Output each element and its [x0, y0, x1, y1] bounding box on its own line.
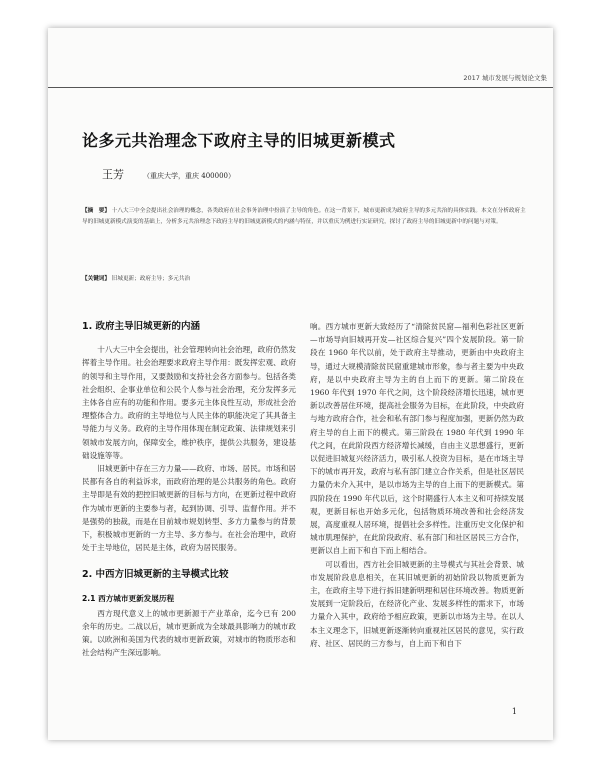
paragraph: 响。西方城市更新大致经历了“清除贫民窟—福利色彩社区更新—市场导向旧城再开发—社区综合复兴”四个发展阶段。第一阶段在 1960 年代以前，处于政府主导推动，更新由中央政府主导，通过大规模清除贫民窟重建城市形象，参与者主要为中央政府，是以中央政府主导为主的自上而下的更新。第二阶段在 1960 年代到 1970 年代之间，这个阶段经济增长迅速，城市更新以改善居住环境，提高社会服务为目标，在此阶段，中央政府与地方政府合作，社会和私有部门参与程度加强，更新仍然为政府主导的自上而下的模式。第三阶段在 1980 年代到 1990 年代之间，在此阶段西方经济增长减缓，自由主义思想盛行，更新以促进旧城复兴经济活力，吸引私人投资为目标，是在市场主导下的城市再开发，政府与私有部门建立合作关系，但是社区居民力量仍未介入其中，是以市场为主导的自上而下的更新模式。第四阶段在 1990 年代以后，这个时期盛行人本主义和可持续发展观，更新目标也开始多元化，包括物质环境改善和社会经济发展，高度重视人居环境，提倡社会多样性。注重历史文化保护和城市肌理保护，在此阶段政府、私有部门和社区居民三方合作，更新以自上而下和自下而上相结合。 [310, 322, 524, 556]
subsection-heading: 2.1 西方城市更新发展历程 [82, 593, 175, 603]
paragraph: 旧城更新中存在三方力量——政府、市场、居民。市场和居民都有各自的利益诉求，而政府治理的是公共服务的角色。政府主导即是有效的把控旧城更新的目标与方向，在更新过程中政府作为城市更新的主要参与者，起到协调、引导、监督作用。并不是强势的独裁，而是在目前城市规划转型、多方力量参与的背景下，积极城市更新的一方主导、多方参与。在社会治理中，政府处于主导地位，居民是主体，政府为居民服务。 [82, 464, 296, 553]
section-heading-2: 2. 中西方旧城更新的主导模式比较 [82, 569, 229, 581]
keywords [82, 274, 526, 282]
abstract [82, 206, 526, 228]
running-head-text: 2017 城市发展与规划论文集 [463, 74, 547, 82]
author-affiliation: （重庆大学，重庆 400000） [143, 172, 235, 180]
author-name: 王芳 [102, 168, 124, 181]
paragraph: 西方现代意义上的城市更新源于产业革命，迄今已有 200 余年的历史。二战以后，城市更新成为全球最具影响力的城市政策。以欧洲和美国为代表的城市更新政策，对城市的物质形态和社会结构产生深远影响。 [82, 608, 296, 658]
keywords-text: 旧城更新；政府主导；多元共治 [111, 276, 191, 282]
right-column [310, 320, 524, 650]
author-line [102, 166, 235, 182]
document-page [48, 28, 553, 740]
paragraph: 可以看出，西方社会旧城更新的主导模式与其社会背景、城市发展阶段息息相关，在其旧城更新的初始阶段以物质更新为主，在政府主导下进行拆旧建新明理和居住环境改善。物质更新发展到一定阶段后，在经济化产业、发展多样性的需求下，市场力量介入其中，政府给予相应政策，更新以市场为主导。在以人本主义理念下，旧城更新逐渐转向重视社区居民的意见，实行政府、社区、居民的三方参与，自上而下和自下 [310, 559, 524, 648]
abstract-text: 十八大三中全会提出社会治理的概念，各类政府在社会事务治理中扮演了主导的角色。在这一背景下，城市更新成为政府主导的多元共治的具体实践。本文在分析政府主导的旧城更新模式演变的基础上，分析多元共治理念下政府主导的旧城更新模式的内涵与特征，并以重庆为例进行实证研究，探讨了政府主导的旧城更新中的问题与对策。 [82, 208, 526, 225]
section-heading-1: 1. 政府主导旧城更新的内涵 [82, 321, 201, 332]
keywords-label: 【关键词】 [82, 276, 110, 282]
abstract-label: 【摘 要】 [82, 208, 110, 214]
paragraph: 十八大三中全会提出，社会管理转向社会治理，政府仍然发挥着主导作用。社会治理要求政府主导作用：既发挥宏观、政府的领导和主导作用，又要鼓励和支持社会各方面参与。包括各类社会组织、企事业单位和公民个人参与社会治理，充分发挥多元主体各自应有的功能和作用。要多元主体良性互动，形成社会治理整体合力。政府的主导地位与人民主体的职能决定了其具备主导能力与义务。政府的主导作用体现在制定政策、法律规划来引领城市发展方向，保障安全，维护秩序，提供公共服务，建设基础设施等等。 [82, 345, 296, 460]
left-column [82, 320, 296, 660]
paper-title: 论多元共治理念下政府主导的旧城更新模式 [82, 131, 396, 150]
page-number: 1 [511, 707, 517, 716]
running-header [48, 75, 553, 88]
